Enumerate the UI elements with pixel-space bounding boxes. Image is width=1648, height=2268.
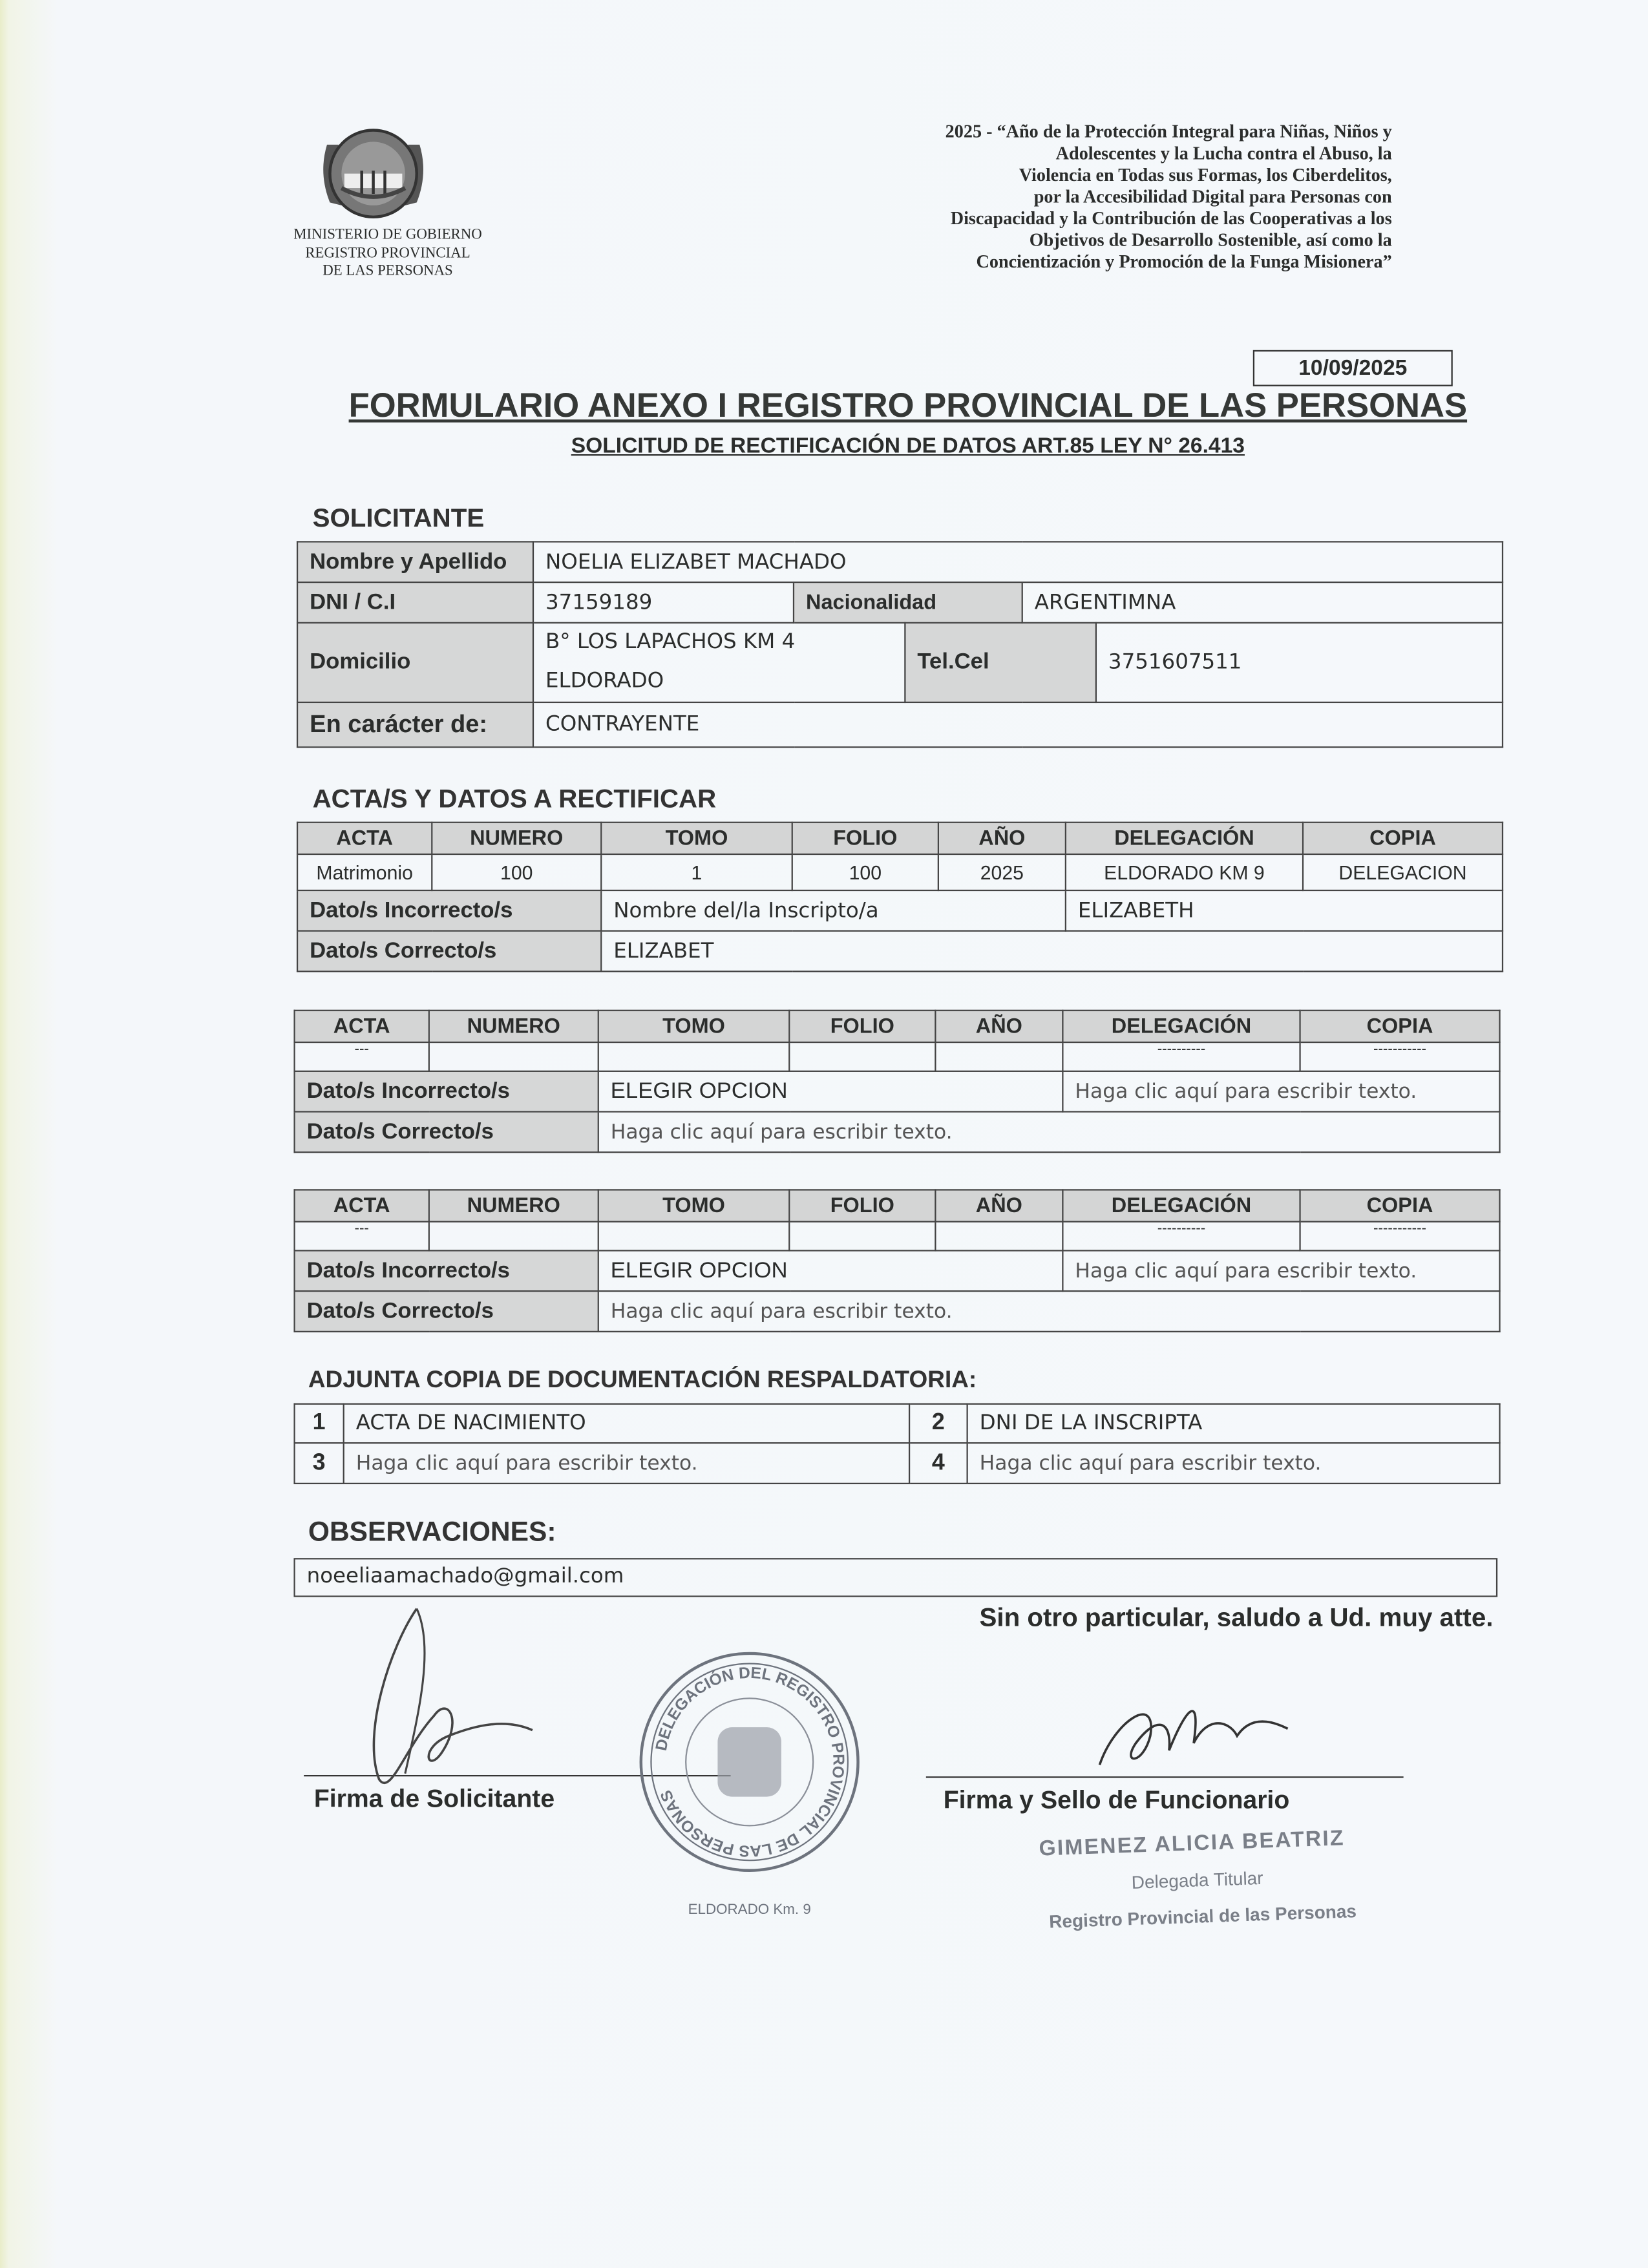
section-title-actas: ACTA/S Y DATOS A RECTIFICAR (312, 784, 717, 814)
domicilio-line: B° LOS LAPACHOS KM 4 (545, 631, 796, 654)
tel-field[interactable]: 3751607511 (1096, 623, 1503, 702)
correct-label: Dato/s Correcto/s (297, 931, 601, 972)
acta-header-cell: DELEGACIÓN (1066, 823, 1303, 854)
adjunta-number: 4 (909, 1443, 967, 1484)
motto-line: Discapacidad y la Contribución de las Cooperativas a los (950, 208, 1392, 229)
motto-line: Adolescentes y la Lucha contra el Abuso, la (1055, 143, 1392, 163)
acta-data-cell[interactable]: ----------- (1300, 1222, 1500, 1251)
acta-data-cell[interactable]: 2025 (938, 854, 1066, 890)
acta-data-cell[interactable] (598, 1042, 790, 1071)
acta-data-cell[interactable] (429, 1042, 598, 1071)
acta-data-cell[interactable] (789, 1042, 935, 1071)
acta-header-cell: AÑO (938, 823, 1066, 854)
observaciones-field[interactable]: noeeliaamachado@gmail.com (293, 1558, 1497, 1597)
dni-field[interactable]: 37159189 (533, 582, 794, 623)
acta-table (293, 1010, 1500, 1153)
correct-label: Dato/s Correcto/s (295, 1112, 598, 1153)
incorrect-label: Dato/s Incorrecto/s (297, 890, 601, 931)
acta-header-cell: DELEGACIÓN (1062, 1190, 1300, 1221)
acta-data-cell[interactable]: 100 (792, 854, 938, 890)
acta-header-cell: NUMERO (429, 1190, 598, 1221)
acta-header-cell: FOLIO (789, 1011, 935, 1042)
acta-data-cell[interactable]: 100 (432, 854, 601, 890)
funcionario-signature-icon (1071, 1664, 1317, 1783)
adjunta-item[interactable]: ACTA DE NACIMIENTO (344, 1404, 909, 1443)
acta-header-cell: COPIA (1300, 1011, 1500, 1042)
correct-value-field[interactable]: Haga clic aquí para escribir texto. (598, 1291, 1500, 1332)
incorrect-value-field[interactable]: Haga clic aquí para escribir texto. (1062, 1071, 1499, 1112)
ministry-line: MINISTERIO DE GOBIERNO (293, 227, 482, 244)
incorrect-value-field[interactable]: ELIZABETH (1066, 890, 1503, 931)
acta-header-cell: ACTA (295, 1190, 429, 1221)
acta-data-cell[interactable]: ---------- (1062, 1042, 1300, 1071)
dni-label: DNI / C.I (297, 582, 533, 623)
acta-data-cell[interactable]: ---------- (1062, 1222, 1300, 1251)
acta-data-cell[interactable]: Matrimonio (297, 854, 432, 890)
solicitante-signature-label: Firma de Solicitante (313, 1783, 555, 1813)
motto-line: por la Accesibilidad Digital para Personas con (1033, 186, 1392, 207)
incorrect-label: Dato/s Incorrecto/s (295, 1071, 598, 1112)
adjunta-item[interactable]: Haga clic aquí para escribir texto. (344, 1443, 909, 1484)
ministry-line: REGISTRO PROVINCIAL (305, 245, 470, 262)
acta-data-cell[interactable] (789, 1222, 935, 1251)
motto-line: Objetivos de Desarrollo Sostenible, así como la (1029, 229, 1392, 251)
incorrect-field-select[interactable]: Nombre del/la Inscripto/a (601, 890, 1066, 931)
incorrect-value-field[interactable]: Haga clic aquí para escribir texto. (1062, 1250, 1499, 1291)
acta-data-cell[interactable] (935, 1042, 1062, 1071)
acta-data-cell[interactable] (598, 1222, 790, 1251)
section-title-adjunta: ADJUNTA COPIA DE DOCUMENTACIÓN RESPALDATORIA: (308, 1367, 977, 1393)
acta-header-cell: ACTA (295, 1011, 429, 1042)
acta-header-cell: TOMO (598, 1011, 790, 1042)
tel-label: Tel.Cel (905, 623, 1096, 702)
incorrect-field-select[interactable]: ELEGIR OPCION (598, 1071, 1063, 1112)
acta-header-cell: FOLIO (792, 823, 938, 854)
solicitante-table (297, 541, 1503, 748)
domicilio-line: ELDORADO (545, 669, 664, 693)
acta-table (293, 1189, 1500, 1332)
ministry-name (272, 227, 503, 281)
closing-text: Sin otro particular, saludo a Ud. muy atte. (979, 1602, 1494, 1632)
stamp-org: Registro Provincial de las Personas (1048, 1901, 1357, 1933)
acta-data-cell[interactable]: 1 (601, 854, 792, 890)
section-title-observaciones: OBSERVACIONES: (308, 1517, 556, 1548)
nacionalidad-label: Nacionalidad (794, 582, 1022, 623)
acta-header-cell: NUMERO (432, 823, 601, 854)
incorrect-field-select[interactable]: ELEGIR OPCION (598, 1250, 1063, 1291)
acta-header-cell: COPIA (1300, 1190, 1500, 1221)
adjunta-table (293, 1403, 1500, 1484)
acta-header-cell: COPIA (1303, 823, 1503, 854)
domicilio-label: Domicilio (297, 623, 533, 702)
acta-header-cell: DELEGACIÓN (1062, 1011, 1300, 1042)
adjunta-item[interactable]: DNI DE LA INSCRIPTA (967, 1404, 1500, 1443)
motto-line: 2025 - “Año de la Protección Integral para Niñas, Niños y (945, 121, 1392, 142)
acta-header-cell: TOMO (601, 823, 792, 854)
round-official-stamp-icon (637, 1649, 862, 1924)
adjunta-number: 2 (909, 1404, 967, 1443)
acta-data-cell[interactable]: --- (295, 1042, 429, 1071)
correct-value-field[interactable]: ELIZABET (601, 931, 1503, 972)
form-subtitle: SOLICITUD DE RECTIFICACIÓN DE DATOS ART.85 LEY N° 26.413 (571, 434, 1245, 459)
acta-data-cell[interactable]: --- (295, 1222, 429, 1251)
acta-data-cell[interactable] (429, 1222, 598, 1251)
acta-data-cell[interactable]: DELEGACION (1303, 854, 1503, 890)
funcionario-signature-label: Firma y Sello de Funcionario (943, 1785, 1290, 1814)
stamp-name: GIMENEZ ALICIA BEATRIZ (1038, 1826, 1346, 1862)
nombre-label: Nombre y Apellido (297, 541, 533, 582)
solicitante-signature-icon (347, 1603, 564, 1805)
provincia-misiones-seal-icon (315, 116, 431, 231)
domicilio-field[interactable] (533, 623, 905, 702)
acta-data-cell[interactable]: ----------- (1300, 1042, 1500, 1071)
stamp-role: Delegada Titular (1131, 1868, 1264, 1893)
correct-value-field[interactable]: Haga clic aquí para escribir texto. (598, 1112, 1500, 1153)
adjunta-item[interactable]: Haga clic aquí para escribir texto. (967, 1443, 1500, 1484)
motto-line: Violencia en Todas sus Formas, los Ciberdelitos, (1019, 165, 1392, 185)
correct-label: Dato/s Correcto/s (295, 1291, 598, 1332)
nombre-field[interactable]: NOELIA ELIZABET MACHADO (533, 541, 1503, 582)
section-title-solicitante: SOLICITANTE (312, 503, 485, 532)
ministry-line: DE LAS PERSONAS (322, 263, 453, 280)
motto-line: Concientización y Promoción de la Funga Misionera” (976, 251, 1392, 272)
incorrect-label: Dato/s Incorrecto/s (295, 1250, 598, 1291)
nacionalidad-field[interactable]: ARGENTIMNA (1022, 582, 1503, 623)
year-motto (726, 121, 1392, 273)
acta-data-cell[interactable] (935, 1222, 1062, 1251)
round-stamp-location: ELDORADO Km. 9 (688, 1900, 811, 1917)
date-field[interactable]: 10/09/2025 (1253, 350, 1453, 386)
caracter-label: En carácter de: (297, 702, 533, 747)
acta-data-cell[interactable]: ELDORADO KM 9 (1066, 854, 1303, 890)
acta-header-cell: TOMO (598, 1190, 790, 1221)
acta-header-cell: NUMERO (429, 1011, 598, 1042)
acta-table (297, 822, 1503, 972)
acta-header-cell: AÑO (935, 1190, 1062, 1221)
acta-header-cell: AÑO (935, 1011, 1062, 1042)
adjunta-number: 3 (295, 1443, 344, 1484)
acta-header-cell: ACTA (297, 823, 432, 854)
adjunta-number: 1 (295, 1404, 344, 1443)
acta-header-cell: FOLIO (789, 1190, 935, 1221)
form-title: FORMULARIO ANEXO I REGISTRO PROVINCIAL DE LAS PERSONAS (348, 386, 1468, 424)
caracter-field[interactable]: CONTRAYENTE (533, 702, 1503, 747)
round-stamp-ring-text: DELEGACIÓN DEL REGISTRO PROVINCIAL DE LAS PERSONAS (652, 1664, 847, 1860)
